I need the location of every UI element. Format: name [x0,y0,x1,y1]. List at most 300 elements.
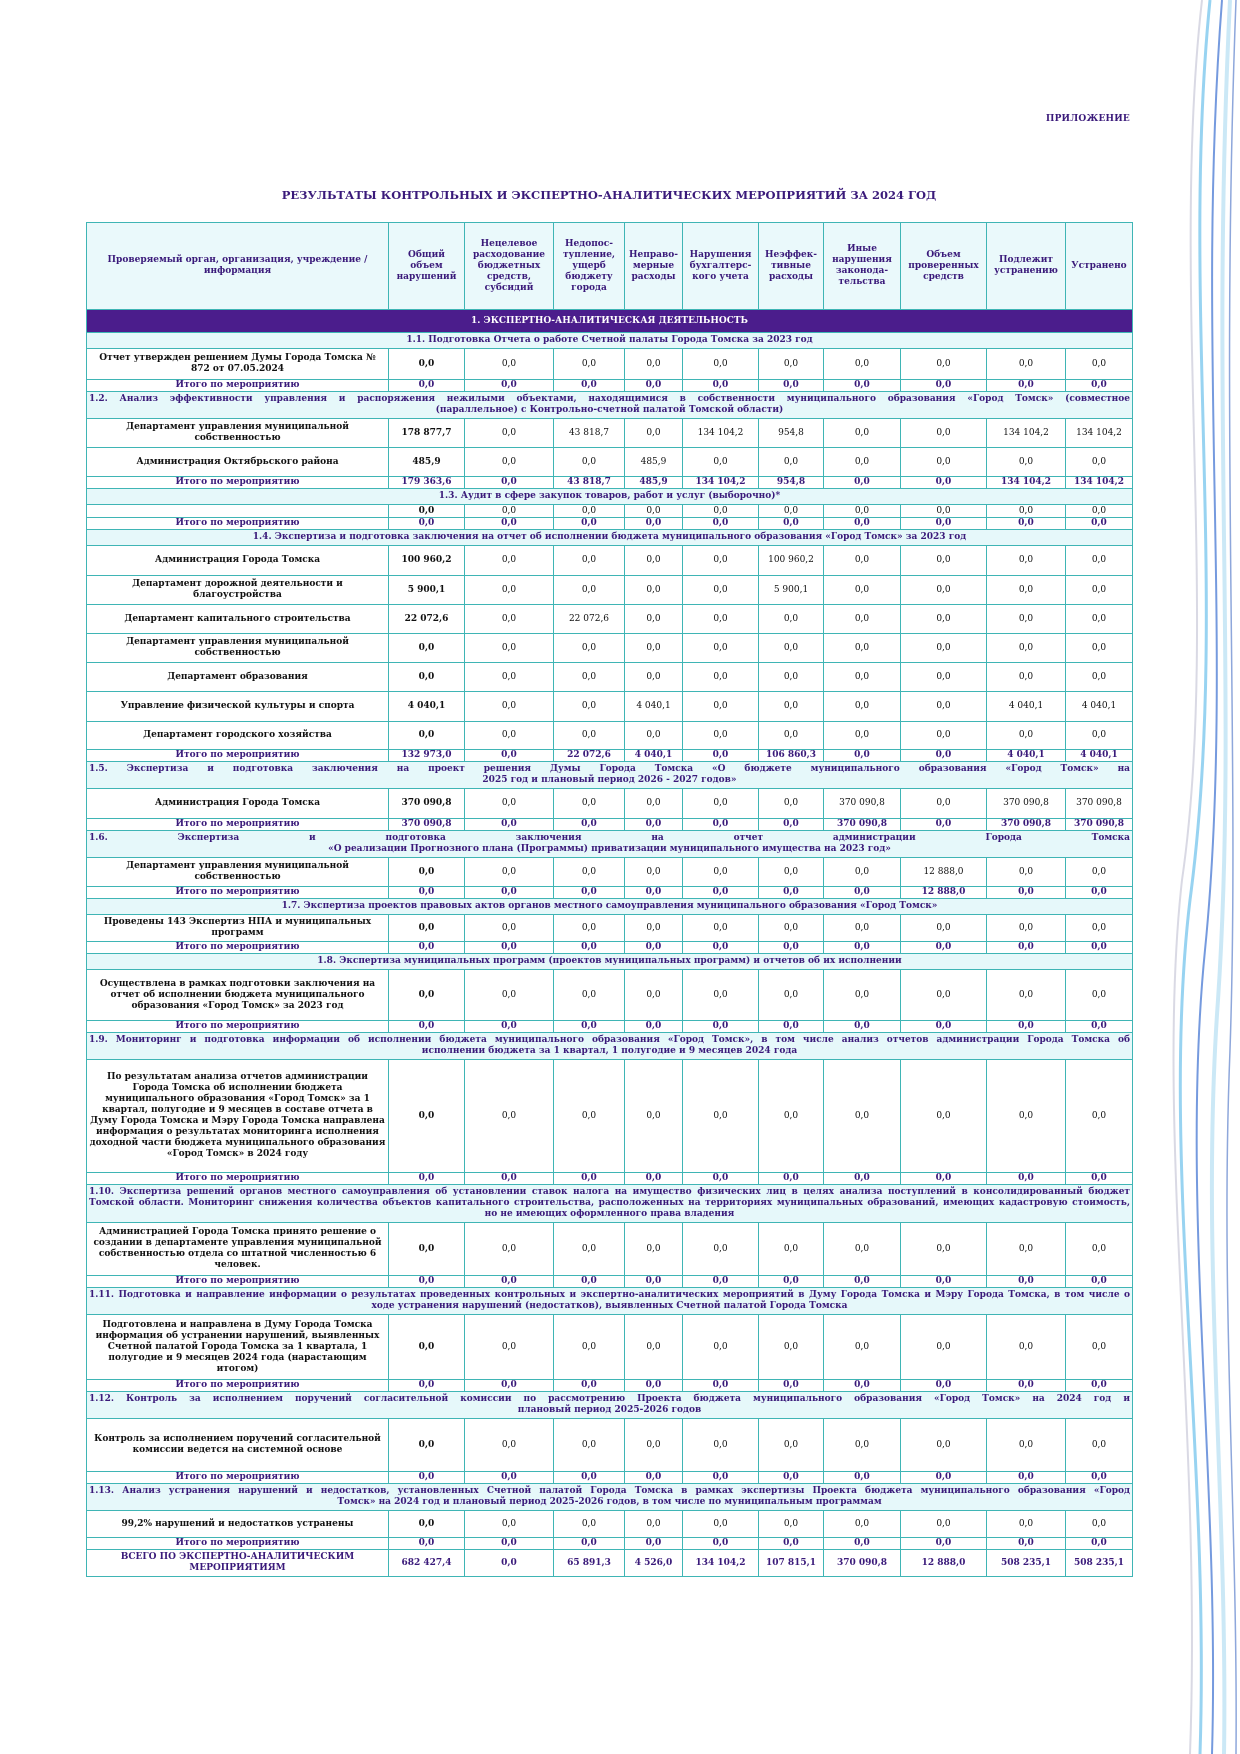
row-value: 0,0 [389,663,465,692]
row-value: 0,0 [683,1380,759,1392]
row-value: 0,0 [683,970,759,1021]
row-value: 0,0 [901,1419,987,1472]
row-value: 0,0 [987,1419,1066,1472]
row-value: 0,0 [389,887,465,899]
section-heading-row [87,489,1133,505]
row-label: Проведены 143 Экспертиз НПА и муниципальных программ [87,915,389,942]
section-heading [87,831,1133,858]
row-value: 0,0 [683,722,759,750]
row-value: 485,9 [389,448,465,477]
row-value: 0,0 [554,1511,625,1538]
row-value: 4 040,1 [625,692,683,722]
row-value: 0,0 [824,1419,901,1472]
table-row [87,1315,1133,1380]
row-label: Итого по мероприятию [87,819,389,831]
row-value: 0,0 [625,942,683,954]
row-value: 0,0 [1066,1380,1133,1392]
row-value: 0,0 [465,887,554,899]
row-value: 0,0 [554,1276,625,1288]
row-value: 0,0 [987,942,1066,954]
section-heading-line: 2025 год и плановый период 2026 - 2027 годов» [482,775,737,785]
row-value: 0,0 [465,750,554,762]
row-value: 370 090,8 [824,789,901,819]
row-value: 0,0 [759,518,824,530]
row-value: 0,0 [987,634,1066,663]
row-value: 0,0 [987,1315,1066,1380]
row-value: 0,0 [759,663,824,692]
row-value: 0,0 [465,546,554,576]
row-value: 0,0 [683,819,759,831]
column-header: Недопос-тупление, ущерб бюджету города [554,223,625,310]
row-value: 0,0 [759,1060,824,1173]
row-value: 0,0 [987,1472,1066,1484]
row-value: 0,0 [465,1223,554,1276]
row-value: 0,0 [824,518,901,530]
row-value: 0,0 [824,576,901,605]
row-value: 0,0 [465,1550,554,1577]
table-row [87,576,1133,605]
row-value: 0,0 [389,1380,465,1392]
row-value: 0,0 [554,1472,625,1484]
row-value: 0,0 [683,1511,759,1538]
row-value: 0,0 [759,1419,824,1472]
row-value: 0,0 [625,576,683,605]
page-title: РЕЗУЛЬТАТЫ КОНТРОЛЬНЫХ И ЭКСПЕРТНО-АНАЛИТИЧЕСКИХ МЕРОПРИЯТИЙ ЗА 2024 ГОД [281,188,937,202]
row-value: 43 818,7 [554,477,625,489]
row-value: 0,0 [554,1223,625,1276]
row-value: 0,0 [824,546,901,576]
section-heading-line: исполнении бюджета за 1 квартал, 1 полугодие и 9 месяцев 2024 года [421,1046,798,1056]
table-row [87,663,1133,692]
row-value: 4 040,1 [987,750,1066,762]
row-label: Итого по мероприятию [87,1538,389,1550]
row-value: 0,0 [824,1472,901,1484]
row-value: 0,0 [625,915,683,942]
column-header: Неэффек-тивные расходы [759,223,824,310]
column-header: Проверяемый орган, организация, учреждение /информация [87,223,389,310]
row-value: 0,0 [759,789,824,819]
row-value: 0,0 [1066,349,1133,380]
row-value: 0,0 [759,1315,824,1380]
row-value: 107 815,1 [759,1550,824,1577]
row-value: 0,0 [554,1021,625,1033]
row-value: 134 104,2 [683,419,759,448]
row-value: 0,0 [759,448,824,477]
row-value: 0,0 [683,1315,759,1380]
row-value: 0,0 [389,505,465,518]
subtotal-row [87,1173,1133,1185]
section-heading [87,1484,1133,1511]
row-label: Итого по мероприятию [87,518,389,530]
row-value: 0,0 [1066,576,1133,605]
row-value: 0,0 [759,1223,824,1276]
section-heading-row [87,333,1133,349]
row-value: 0,0 [625,419,683,448]
row-value: 0,0 [389,349,465,380]
row-value: 0,0 [625,1380,683,1392]
section-heading-line: (параллельное) с Контрольно-счетной палатой Томской области) [435,405,784,415]
row-value: 0,0 [465,789,554,819]
row-value: 0,0 [824,349,901,380]
row-value: 0,0 [625,970,683,1021]
row-label: Итого по мероприятию [87,1173,389,1185]
row-value: 0,0 [901,546,987,576]
row-value: 0,0 [901,1538,987,1550]
row-value: 0,0 [554,1060,625,1173]
row-value: 0,0 [554,942,625,954]
table-row [87,970,1133,1021]
row-value: 0,0 [1066,1021,1133,1033]
row-value: 0,0 [625,1060,683,1173]
row-value: 0,0 [389,1472,465,1484]
row-value: 0,0 [389,942,465,954]
row-value: 0,0 [901,1060,987,1173]
row-value: 0,0 [465,858,554,887]
row-value: 0,0 [389,1223,465,1276]
row-value: 4 040,1 [1066,692,1133,722]
row-value: 0,0 [683,663,759,692]
row-label: Департамент городского хозяйства [87,722,389,750]
row-label: Администрация Города Томска [87,789,389,819]
section-heading-line: Томск» на 2024 год и плановый период 2025-2026 годов, в том числе по муниципальным программам [337,1497,882,1507]
row-value: 0,0 [465,692,554,722]
row-label: Администрация Октябрьского района [87,448,389,477]
row-value: 65 891,3 [554,1550,625,1577]
row-value: 0,0 [554,546,625,576]
section-heading [87,1392,1133,1419]
section-heading-line: 1.13. Анализ устранения нарушений и недостатков, установленных Счетной палатой Города Томска в рамках экспертизы Проекта бюджета муниципального образования «Город [89,1486,1130,1496]
row-label: Департамент управления муниципальной собственностью [87,858,389,887]
row-value: 0,0 [465,1538,554,1550]
section-heading-row [87,530,1133,546]
row-label: Итого по мероприятию [87,1276,389,1288]
row-value: 0,0 [625,722,683,750]
row-value: 954,8 [759,477,824,489]
row-value: 0,0 [759,915,824,942]
row-value: 0,0 [901,477,987,489]
column-header: Подлежит устранению [987,223,1066,310]
subtotal-row [87,1380,1133,1392]
row-value: 0,0 [759,1380,824,1392]
section-heading-line: но не имеющих оформленного права владения [484,1209,735,1219]
row-value: 0,0 [625,634,683,663]
row-value: 0,0 [554,349,625,380]
row-value: 0,0 [901,419,987,448]
row-value: 0,0 [683,1173,759,1185]
row-value: 0,0 [987,915,1066,942]
row-value: 0,0 [824,1380,901,1392]
section-heading-row [87,1392,1133,1419]
row-value: 0,0 [554,505,625,518]
row-value: 0,0 [625,1511,683,1538]
row-value: 0,0 [465,819,554,831]
table-row [87,722,1133,750]
row-value: 0,0 [824,1315,901,1380]
table-row [87,915,1133,942]
table-row [87,1060,1133,1173]
row-value: 0,0 [389,1419,465,1472]
row-value: 0,0 [1066,1060,1133,1173]
row-value: 0,0 [554,1315,625,1380]
row-value: 485,9 [625,477,683,489]
decorative-swoosh [1150,0,1240,1754]
table-row [87,634,1133,663]
row-value: 0,0 [389,722,465,750]
row-value: 0,0 [1066,518,1133,530]
row-value: 370 090,8 [987,819,1066,831]
section-heading [87,954,1133,970]
row-value: 134 104,2 [1066,477,1133,489]
section-heading-row [87,1288,1133,1315]
row-value: 0,0 [625,349,683,380]
row-value: 0,0 [683,915,759,942]
row-value: 0,0 [683,448,759,477]
row-value: 0,0 [465,518,554,530]
row-value: 0,0 [625,1315,683,1380]
row-value: 0,0 [824,915,901,942]
row-value: 370 090,8 [987,789,1066,819]
subtotal-row [87,887,1133,899]
row-value: 0,0 [987,1060,1066,1173]
row-value: 0,0 [465,1511,554,1538]
row-value: 0,0 [625,1173,683,1185]
subtotal-row [87,942,1133,954]
row-value: 22 072,6 [389,605,465,634]
table-row [87,419,1133,448]
table-row [87,349,1133,380]
row-value: 0,0 [759,887,824,899]
row-value: 134 104,2 [987,477,1066,489]
row-value: 0,0 [901,380,987,392]
row-value: 43 818,7 [554,419,625,448]
row-value: 0,0 [824,605,901,634]
row-value: 0,0 [554,663,625,692]
row-value: 0,0 [987,722,1066,750]
row-value: 0,0 [1066,1173,1133,1185]
row-value: 0,0 [824,1223,901,1276]
subtotal-row [87,750,1133,762]
row-value: 0,0 [987,1538,1066,1550]
row-value: 485,9 [625,448,683,477]
table-row [87,858,1133,887]
row-label: Отчет утвержден решением Думы Города Томска № 872 от 07.05.2024 [87,349,389,380]
column-header: Нарушения бухгалтерс-кого учета [683,223,759,310]
row-value: 0,0 [901,663,987,692]
section-heading [87,530,1133,546]
row-value: 0,0 [759,942,824,954]
section-heading-line: 1.10. Экспертиза решений органов местного самоуправления об установлении ставок налога на имущество физических лиц в целях анализа поступлений в консолидированный бюджет [89,1187,1130,1197]
row-value: 0,0 [987,1223,1066,1276]
section-heading-line: 1.8. Экспертиза муниципальных программ (проектов муниципальных программ) и отчетов об их исполнении [317,956,902,966]
section-heading-line: 1.12. Контроль за исполнением поручений согласительной комиссии по рассмотрению Проекта бюджета муниципального образования «Город Томск» на 2024 год и [89,1394,1130,1404]
table-row [87,1223,1133,1276]
row-value: 0,0 [683,605,759,634]
row-value: 0,0 [554,915,625,942]
row-value: 0,0 [987,1511,1066,1538]
row-value: 0,0 [389,858,465,887]
row-value: 0,0 [824,692,901,722]
row-value: 0,0 [987,1276,1066,1288]
column-header: Неправо-мерные расходы [625,223,683,310]
row-value: 0,0 [683,1021,759,1033]
row-value: 0,0 [987,1021,1066,1033]
row-value: 12 888,0 [901,1550,987,1577]
subtotal-row [87,1472,1133,1484]
row-value: 0,0 [1066,505,1133,518]
row-value: 0,0 [683,505,759,518]
row-value: 0,0 [554,887,625,899]
row-value: 0,0 [389,1173,465,1185]
row-value: 4 526,0 [625,1550,683,1577]
row-value: 0,0 [824,634,901,663]
row-label: Управление физической культуры и спорта [87,692,389,722]
row-value: 0,0 [683,1223,759,1276]
table-row [87,1511,1133,1538]
row-value: 0,0 [625,887,683,899]
row-value: 0,0 [1066,634,1133,663]
row-value: 0,0 [465,942,554,954]
row-value: 0,0 [465,477,554,489]
row-value: 0,0 [987,546,1066,576]
row-value: 22 072,6 [554,605,625,634]
row-value: 0,0 [554,380,625,392]
row-value: 0,0 [1066,605,1133,634]
column-header: Общий объем нарушений [389,223,465,310]
row-value: 0,0 [1066,858,1133,887]
row-value: 100 960,2 [759,546,824,576]
row-value: 0,0 [824,380,901,392]
row-value: 0,0 [824,1511,901,1538]
row-value: 0,0 [1066,380,1133,392]
section-heading-line: ходе устранения нарушений (недостатков), выявленных Счетной палатой Города Томска [371,1301,848,1311]
row-value: 0,0 [901,605,987,634]
row-value: 0,0 [1066,1472,1133,1484]
row-value: 0,0 [683,634,759,663]
row-value: 0,0 [1066,448,1133,477]
table-row [87,448,1133,477]
row-value: 0,0 [1066,1315,1133,1380]
row-value: 0,0 [625,518,683,530]
row-value: 0,0 [759,819,824,831]
row-value: 0,0 [901,722,987,750]
subtotal-row [87,819,1133,831]
row-value: 0,0 [824,722,901,750]
row-value: 0,0 [901,576,987,605]
row-value: 0,0 [554,858,625,887]
row-label: Итого по мероприятию [87,477,389,489]
section-heading [87,333,1133,349]
row-value: 0,0 [1066,1223,1133,1276]
subtotal-row [87,1021,1133,1033]
row-value: 0,0 [901,1380,987,1392]
row-value: 0,0 [987,576,1066,605]
row-value: 12 888,0 [901,858,987,887]
row-value: 0,0 [1066,915,1133,942]
table-row [87,546,1133,576]
section-heading [87,1185,1133,1223]
row-value: 0,0 [759,1276,824,1288]
row-value: 0,0 [987,887,1066,899]
row-value: 100 960,2 [389,546,465,576]
row-label: По результатам анализа отчетов администрации Города Томска об исполнении бюджета муниципального образования «Город Томск» за 1 квартал, полугодие и 9 месяцев в составе отчета в Думу Города Томска и Мэру Города Томска направлена информация о результатах мониторинга исполнения доходной части бюджета муниципального образования «Город Томск» в 2024 году [87,1060,389,1173]
row-value: 0,0 [759,380,824,392]
row-value: 0,0 [901,692,987,722]
row-value: 179 363,6 [389,477,465,489]
section-heading [87,1033,1133,1060]
row-label: Итого по мероприятию [87,1380,389,1392]
row-value: 0,0 [554,789,625,819]
row-value: 0,0 [683,546,759,576]
row-value: 0,0 [683,349,759,380]
row-value: 0,0 [465,915,554,942]
row-value: 0,0 [759,1021,824,1033]
row-value: 0,0 [824,750,901,762]
table-row [87,505,1133,518]
row-value: 0,0 [683,789,759,819]
row-value: 0,0 [683,576,759,605]
row-value: 0,0 [1066,722,1133,750]
row-value: 0,0 [901,789,987,819]
row-value: 0,0 [901,750,987,762]
row-value: 0,0 [987,1173,1066,1185]
row-value: 12 888,0 [901,887,987,899]
section-heading-line: плановый период 2025-2026 годов [517,1405,702,1415]
section-heading [87,762,1133,789]
row-value: 0,0 [389,518,465,530]
row-value: 0,0 [824,1276,901,1288]
section-heading-line: 1.1. Подготовка Отчета о работе Счетной палаты Города Томска за 2023 год [406,335,813,345]
section-heading [87,1288,1133,1315]
grand-total-row [87,1550,1133,1577]
part-heading: 1. ЭКСПЕРТНО-АНАЛИТИЧЕСКАЯ ДЕЯТЕЛЬНОСТЬ [87,310,1133,333]
section-heading-line: 1.6. Экспертиза и подготовка заключения на отчет администрации Города Томска [89,833,1130,843]
row-value: 0,0 [987,1380,1066,1392]
row-value: 0,0 [625,1276,683,1288]
row-value: 0,0 [389,1276,465,1288]
row-label: Контроль за исполнением поручений согласительной комиссии ведется на системной основе [87,1419,389,1472]
section-heading-row [87,1185,1133,1223]
row-value: 0,0 [465,349,554,380]
row-value: 0,0 [465,1060,554,1173]
row-value: 0,0 [824,1173,901,1185]
row-value: 5 900,1 [389,576,465,605]
row-value: 0,0 [824,942,901,954]
row-value: 0,0 [901,1021,987,1033]
row-value: 0,0 [465,605,554,634]
row-label: Подготовлена и направлена в Думу Города Томска информация об устранении нарушений, выявленных Счетной палатой Города Томска за 1 квартала, 1 полугодие и 9 месяцев 2024 года (нарастающим итогом) [87,1315,389,1380]
row-label: Итого по мероприятию [87,1472,389,1484]
section-heading-row [87,899,1133,915]
row-value: 0,0 [554,692,625,722]
row-value: 0,0 [683,1276,759,1288]
row-value: 0,0 [389,380,465,392]
row-value: 134 104,2 [987,419,1066,448]
row-label: Итого по мероприятию [87,1021,389,1033]
row-value: 0,0 [389,1021,465,1033]
row-value: 0,0 [901,915,987,942]
table-row [87,605,1133,634]
section-heading-line: 1.2. Анализ эффективности управления и распоряжения нежилыми объектами, находящимися в собственности муниципального образования «Город Томск» (совместное [89,394,1130,404]
row-label: Департамент капитального строительства [87,605,389,634]
row-value: 5 900,1 [759,576,824,605]
row-label: Осуществлена в рамках подготовки заключения на отчет об исполнении бюджета муниципального образования «Город Томск» за 2023 год [87,970,389,1021]
section-heading-line: «О реализации Прогнозного плана (Программы) приватизации муниципального имущества на 2023 год» [328,844,891,854]
row-value: 0,0 [625,1538,683,1550]
row-value: 0,0 [465,663,554,692]
row-value: 0,0 [759,970,824,1021]
row-value: 0,0 [824,1538,901,1550]
row-value: 0,0 [824,505,901,518]
